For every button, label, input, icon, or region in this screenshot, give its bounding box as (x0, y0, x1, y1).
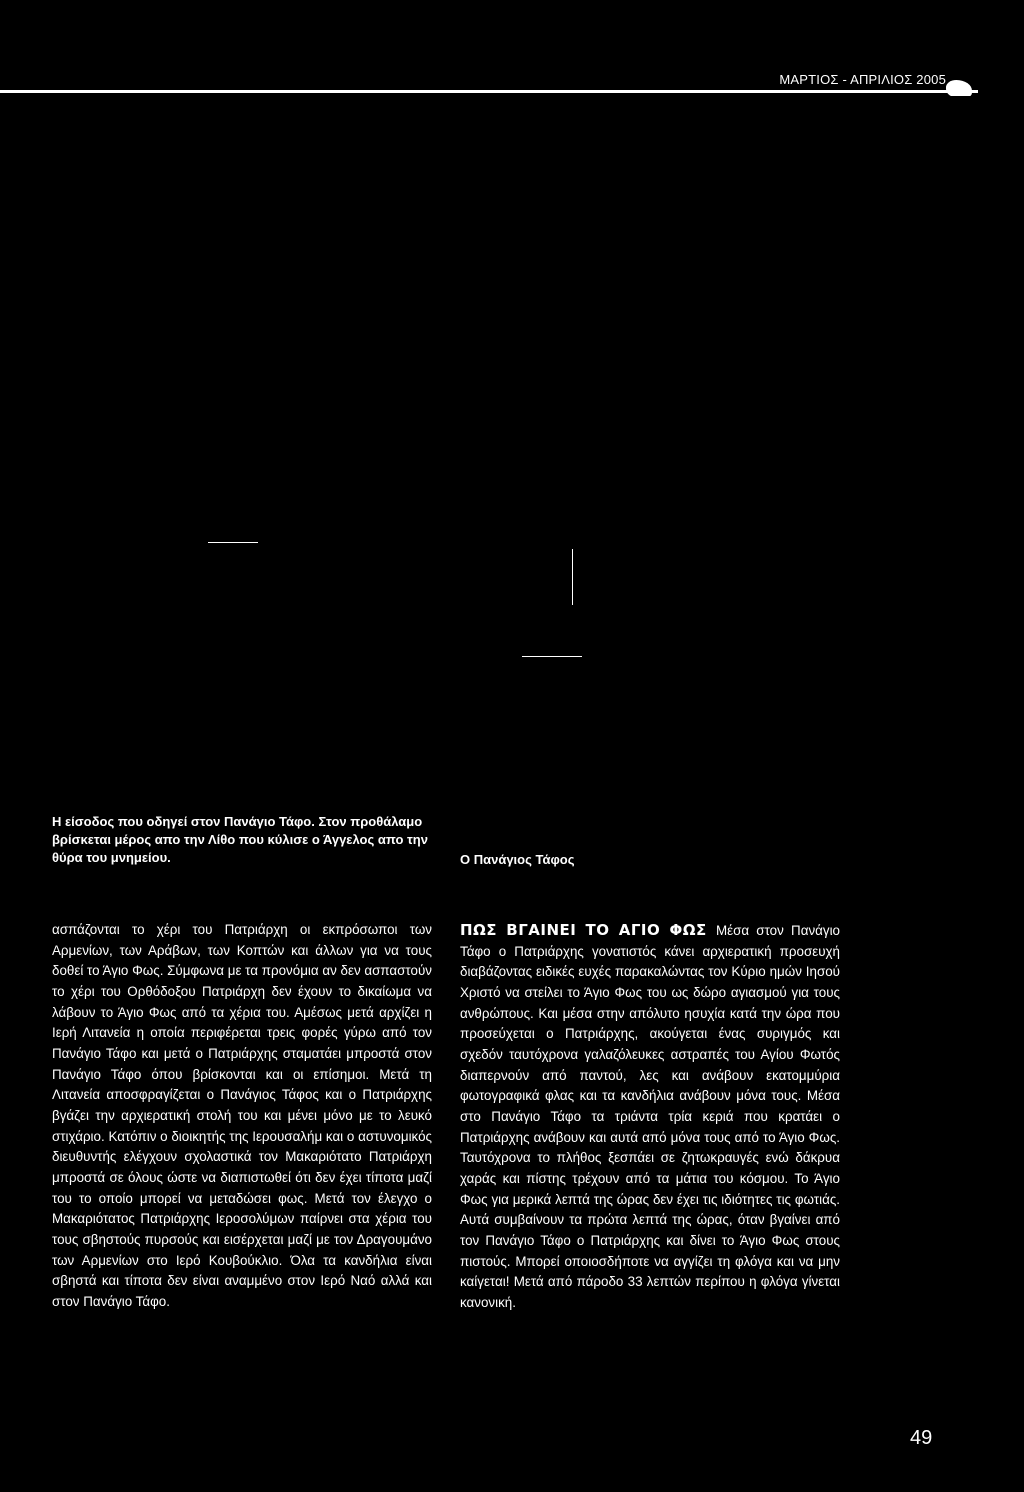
article-column-right-text: Μέσα στον Πανάγιο Τάφο ο Πατριάρχης γονατιστός κάνει αρχιερατική προσευχή διαβάζοντας ειδικές ευχές παρακαλώντας τον Κύριο ημών Ιησού Χριστό να στείλει το Άγιο Φως του ως δώρο αγιασμού για τους ανθρώπους. Και μέσα στην απόλυτο ησυχία κατά την ώρα που προσεύχεται ο Πατριάρχης, ακούγεται ένας συριγμός και σχεδόν ταυτόχρονα γαλαζόλευκες αστραπές του Αγίου Φωτός διαπερνούν από παντού, λες και ανάβουν εκατομμύρια φωτογραφικά φλας και τα κανδήλια ανάβουν μόνα τους. Μέσα στο Πανάγιο Τάφο τα τριάντα τρία κεριά που κρατάει ο Πατριάρχης ανάβουν και αυτά από μόνα τους από το Άγιο Φως. Ταυτόχρονα το πλήθος ξεσπάει σε ζητωκραυγές ενώ δάκρυα χαράς και πίστης τρέχουν από τα μάτια του κόσμου. Το Άγιο Φως για μερικά λεπτά της ώρας δεν έχει τις ιδιότητες τις φωτιάς. Αυτά συμβαίνουν τα πρώτα λεπτά της ώρας, όταν βγαίνει από τον Πανάγιο Τάφο ο Πατριάρχης και δίνει το Άγιο Φως στους πιστούς. Μπορεί οποιοσδήποτε να αγγίζει τη φλόγα και να μην καίγεται! Μετά από πάροδο 33 λεπτών περίπου η φλόγα γίνεται κανονική. (460, 923, 840, 1310)
photo-caption-tomb: Ο Πανάγιος Τάφος (460, 852, 575, 867)
article-column-left: ασπάζονται το χέρι του Πατριάρχη οι εκπρόσωποι των Αρμενίων, των Αράβων, των Κοπτών και άλλων για να τους δοθεί το Άγιο Φως. Σύμφωνα με τα προνόμια αν δεν ασπαστούν το χέρι του Ορθόδοξου Πατριάρχη δεν έχουν το δικαίωμα να λάβουν το Άγιο Φως από τα χέρια του. Αμέσως μετά αρχίζει η Ιερή Λιτανεία η οποία περιφέρεται τρεις φορές γύρω από τον Πανάγιο Τάφο και μετά ο Πατριάρχης σταματάει μπροστά στον Πανάγιο Τάφο όπου βρίσκονται και οι επίσημοι. Μετά τη Λιτανεία αποσφραγίζεται ο Πανάγιος Τάφος και ο Πατριάρχης βγάζει την αρχιερατική στολή του και μένει μόνο με το λευκό στιχάριο. Κατόπιν ο διοικητής της Ιερουσαλήμ και ο αστυνομικός διευθυντής ελέγχουν σχολαστικά τον Μακαριότατο Πατριάρχη μπροστά σε όλους ώστε να διαπιστωθεί ότι δεν έχει τίποτα μαζί του το οποίο μπορεί να μεταδώσει φως. Μετά τον έλεγχο ο Μακαριότατος Πατριάρχης Ιεροσολύμων παίρνει στα χέρια του τους σβηστούς πυρσούς και εισέρχεται μαζί με τον Δραγουμάνο των Αρμενίων στο Ιερό Κουβούκλιο. Όλα τα κανδήλια είναι σβηστά και τίποτα δεν είναι αναμμένο στον Ιερό Ναό αλλά και στον Πανάγιο Τάφο. (52, 922, 432, 1309)
photo-artifact-line (572, 549, 573, 605)
photo-caption-entrance: Η είσοδος που οδηγεί στον Πανάγιο Τάφο. Στον προθάλαμο βρίσκεται μέρος απο την Λίθο που κύλισε ο Άγγελος απο την θύρα του μνημείου. (52, 814, 428, 865)
photo-area (0, 96, 1024, 796)
header-rule (0, 90, 978, 93)
section-heading: ΠΩΣ ΒΓΑΙΝΕΙ ΤΟ ΑΓΙΟ ΦΩΣ (460, 921, 716, 939)
running-header: ΜΑΡΤΙΟΣ - ΑΠΡΙΛΙΟΣ 2005 (779, 72, 946, 87)
photo-artifact-line (522, 656, 582, 657)
article-column-right (460, 920, 840, 1313)
photo-artifact-line (208, 542, 258, 543)
page-number: 49 (910, 1427, 933, 1449)
